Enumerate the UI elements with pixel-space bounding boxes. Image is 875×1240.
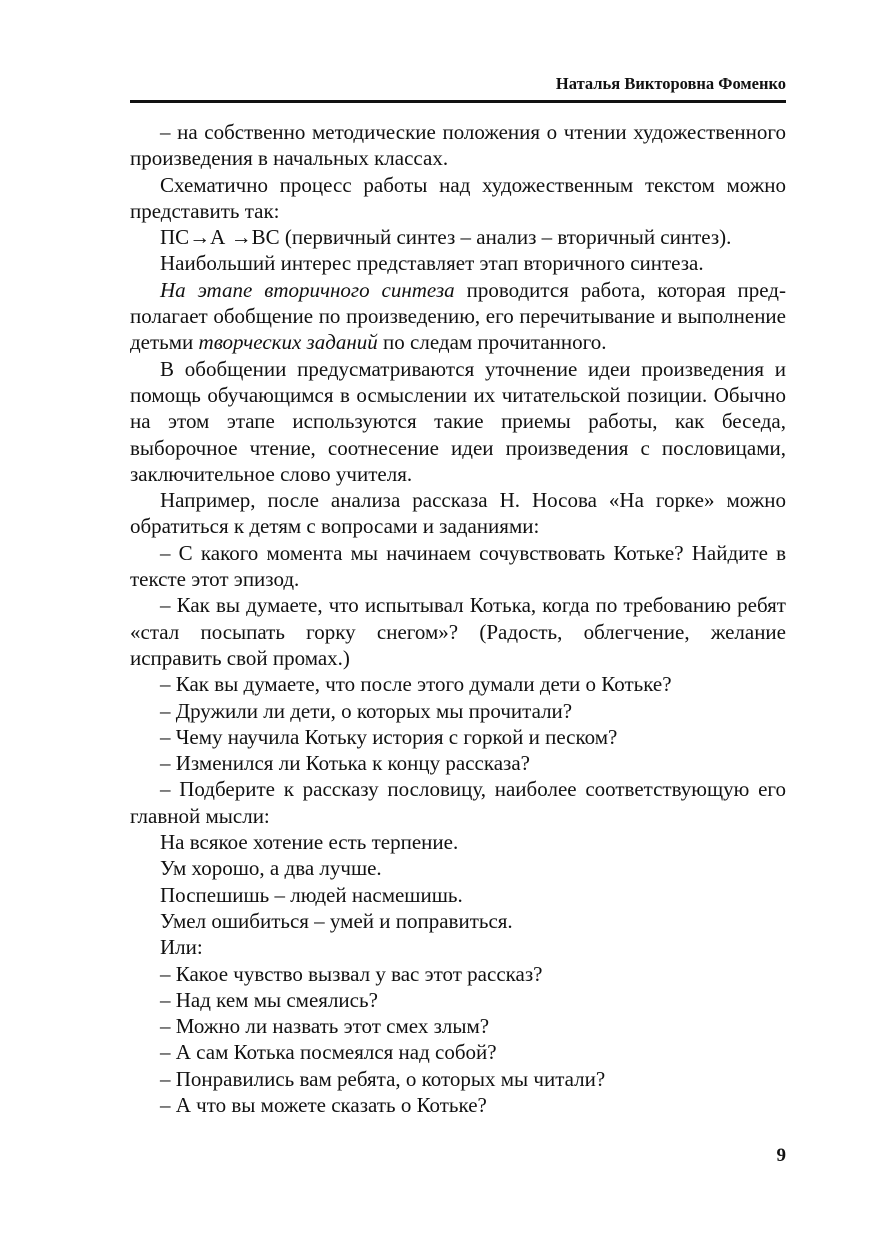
question-5: – Чему научила Котьку история с горкой и песком?: [160, 724, 618, 749]
page-body: [130, 119, 786, 1118]
paragraph-4: Наибольший интерес представляет этап вторичного синтеза.: [160, 251, 704, 276]
proverb-1: На всякое хотение есть терпение.: [160, 830, 459, 855]
header-divider: [130, 100, 786, 103]
page-number: 9: [776, 1145, 786, 1166]
question-2: – Как вы думаете, что испытывал Котька, когда по требованию ребят «стал посыпать горку снегом»? (Радость, облегчение, желание исправить свой промах.): [130, 593, 786, 670]
question-11: – А сам Котька посмеялся над собой?: [160, 1040, 497, 1065]
proverb-2: Ум хорошо, а два лучше.: [160, 856, 382, 881]
running-header-author: Наталья Викторовна Фоменко: [555, 74, 786, 93]
italic-phrase-creative-tasks: творческих заданий: [198, 330, 378, 355]
question-4: – Дружили ли дети, о которых мы прочитали?: [160, 698, 573, 723]
question-12: – Понравились вам ребята, о которых мы читали?: [160, 1066, 606, 1091]
question-6: – Изменился ли Котька к концу рассказа?: [160, 751, 530, 776]
paragraph-7: Например, после анализа рассказа Н. Носова «На горке» можно обратиться к детям с вопросами и заданиями:: [130, 488, 786, 539]
proverb-4: Умел ошибиться – умей и поправиться.: [160, 908, 513, 933]
question-7: – Подберите к рассказу пословицу, наиболее соответствующую его главной мысли:: [130, 777, 786, 828]
or-line: Или:: [160, 935, 203, 960]
paragraph-5-text-1: проводится работа, которая предполагает обобщение по произведению, его перечитывание и выполнение детьми: [130, 277, 786, 355]
paragraph-6: В обобщении предусматриваются уточнение идеи произведения и помощь обучающимся в осмыслении их читательской позиции. Обычно на этом этапе используются такие приемы работы, как беседа, выборочное чтение, соотнесение идеи произведения с пословицами, заключительное слово учителя.: [130, 356, 786, 486]
proverb-3: Поспешишь – людей насмешишь.: [160, 882, 463, 907]
question-3: – Как вы думаете, что после этого думали дети о Котьке?: [160, 672, 672, 697]
question-1: – С какого момента мы начинаем сочувствовать Котьке? Найдите в тексте этот эпизод.: [130, 540, 786, 592]
question-13: – А что вы можете сказать о Котьке?: [160, 1092, 487, 1117]
italic-phrase-secondary-synthesis: На этапе вторичного синтеза: [160, 277, 455, 302]
paragraph-5-text-2: по следам прочитанного.: [377, 330, 607, 355]
question-10: – Можно ли назвать этот смех злым?: [160, 1014, 490, 1039]
paragraph-5: [130, 277, 786, 356]
paragraph-2: Схематично процесс работы над художественным текстом можно представить так:: [130, 172, 786, 223]
paragraph-1: – на собственно методические положения о чтении художественного произведения в начальных классах.: [130, 120, 786, 171]
question-8: – Какое чувство вызвал у вас этот рассказ?: [160, 961, 543, 986]
paragraph-3-scheme: ПС→А →ВС (первичный синтез – анализ – вторичный синтез).: [160, 225, 732, 250]
question-9: – Над кем мы смеялись?: [160, 987, 378, 1012]
